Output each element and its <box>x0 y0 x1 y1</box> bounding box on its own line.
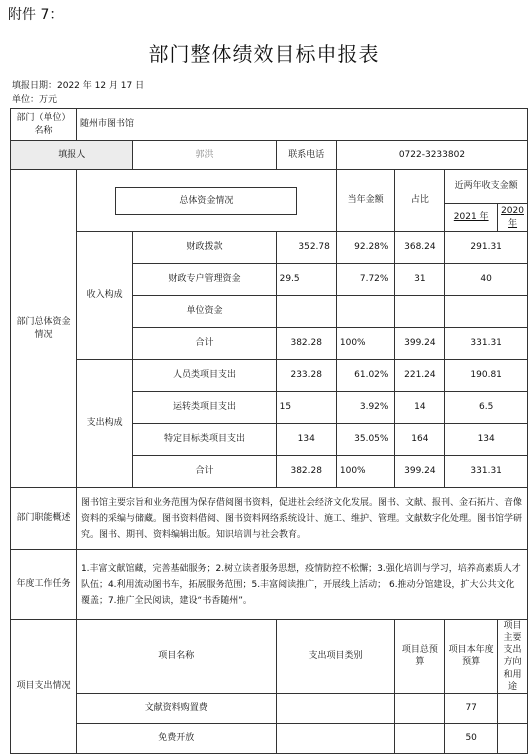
performance-table <box>10 108 528 754</box>
overall-funds-label: 总体资金情况 <box>115 187 297 215</box>
expense-total-amount: 382.28 <box>276 456 336 488</box>
phone-label: 联系电话 <box>276 141 336 170</box>
expense-row-amount: 134 <box>276 424 336 456</box>
col-project-type: 支出项目类别 <box>276 620 395 694</box>
project-row-year: 50 <box>445 723 498 753</box>
filler-value: 郭洪 <box>133 141 276 170</box>
overall-funds-cell <box>76 170 336 232</box>
expense-row-name: 特定目标类项目支出 <box>133 424 276 456</box>
expense-row-amount: 233.28 <box>276 360 336 392</box>
expense-row-2021: 221.24 <box>395 360 445 392</box>
duties-text: 图书馆主要宗旨和业务范围为保存借阅图书资料，促进社会经济文化发展。图书、文献、报刊、金石拓片、音像资料的采编与储藏。图书资料借阅、图书资料网络系统设计、施工、维护、管理。文献数字化处理。图书馆学研究。图书、期刊、资料编辑出版。知识培训与社会教育。 <box>76 488 527 550</box>
expense-row-2020: 190.81 <box>445 360 528 392</box>
duties-label: 部门职能概述 <box>11 488 77 550</box>
expense-total-2020: 331.31 <box>445 456 528 488</box>
dept-name-value: 随州市图书馆 <box>76 109 527 141</box>
unit-label: 单位：万元 <box>12 95 58 105</box>
expense-row-amount: 15 <box>276 392 336 424</box>
expense-row-ratio: 61.02% <box>336 360 395 392</box>
col-project-name: 项目名称 <box>76 620 276 694</box>
project-row-total <box>395 693 445 723</box>
col-project-direction: 项目主要支出方向和用途 <box>498 620 528 694</box>
col-2021: 2021 年 <box>445 204 498 232</box>
income-total-name: 合计 <box>133 328 276 360</box>
project-row-type <box>276 693 395 723</box>
expense-row-2021: 164 <box>395 424 445 456</box>
expense-row-ratio: 3.92% <box>336 392 395 424</box>
income-row-2021: 31 <box>395 264 445 296</box>
project-row-total <box>395 723 445 753</box>
project-row-name: 免费开放 <box>76 723 276 753</box>
expense-row-2021: 14 <box>395 392 445 424</box>
income-row-ratio <box>336 296 395 328</box>
col-project-year: 项目本年度预算 <box>445 620 498 694</box>
phone-value: 0722-3233802 <box>336 141 527 170</box>
income-label: 收入构成 <box>76 232 132 360</box>
expense-row-2020: 6.5 <box>445 392 528 424</box>
income-total-amount: 382.28 <box>276 328 336 360</box>
expense-total-ratio: 100% <box>336 456 395 488</box>
income-row-2021: 368.24 <box>395 232 445 264</box>
income-row-2020: 40 <box>445 264 528 296</box>
income-row-amount: 29.5 <box>276 264 336 296</box>
income-row-amount <box>276 296 336 328</box>
income-row-2020 <box>445 296 528 328</box>
income-row-amount: 352.78 <box>276 232 336 264</box>
col-recent: 近两年收支金额 <box>445 170 528 204</box>
expense-total-name: 合计 <box>133 456 276 488</box>
annual-tasks-text: 1.丰富文献馆藏，完善基础服务；2.树立读者服务思想，疫情防控不松懈；3.强化培训与学习，培养高素质人才队伍；4.利用流动图书车，拓展服务范围；5.丰富阅读推广，开展线上活动； 6.推动分馆建设，扩大公共文化覆盖；7.推广全民阅读，建设“书香随州”。 <box>76 550 527 620</box>
income-row-ratio: 7.72% <box>336 264 395 296</box>
filler-label: 填报人 <box>11 141 133 170</box>
income-row-2021 <box>395 296 445 328</box>
expense-total-2021: 399.24 <box>395 456 445 488</box>
income-total-2021: 399.24 <box>395 328 445 360</box>
annual-tasks-label: 年度工作任务 <box>11 550 77 620</box>
income-row-2020: 291.31 <box>445 232 528 264</box>
project-row-name: 文献资料购置费 <box>76 693 276 723</box>
income-row-name: 单位资金 <box>133 296 276 328</box>
funds-section-label: 部门总体资金情况 <box>11 170 77 488</box>
income-total-ratio: 100% <box>336 328 395 360</box>
income-row-name: 财政拨款 <box>133 232 276 264</box>
projects-label: 项目支出情况 <box>11 620 77 754</box>
income-row-name: 财政专户管理资金 <box>133 264 276 296</box>
expense-row-name: 人员类项目支出 <box>133 360 276 392</box>
attachment-label: 附件 7： <box>8 7 64 23</box>
project-row-direction <box>498 723 528 753</box>
expense-row-ratio: 35.05% <box>336 424 395 456</box>
col-ratio: 占比 <box>395 170 445 232</box>
income-row-ratio: 92.28% <box>336 232 395 264</box>
project-row-year: 77 <box>445 693 498 723</box>
fill-date: 填报日期：2022 年 12 月 17 日 <box>12 81 145 91</box>
expense-row-name: 运转类项目支出 <box>133 392 276 424</box>
col-2020: 2020 年 <box>498 204 528 232</box>
expense-label: 支出构成 <box>76 360 132 488</box>
dept-name-label: 部门（单位）名称 <box>11 109 77 141</box>
col-project-total: 项目总预算 <box>395 620 445 694</box>
income-total-2020: 331.31 <box>445 328 528 360</box>
project-row-direction <box>498 693 528 723</box>
col-current: 当年金额 <box>336 170 395 232</box>
expense-row-2020: 134 <box>445 424 528 456</box>
page-title: 部门整体绩效目标申报表 <box>148 42 380 66</box>
project-row-type <box>276 723 395 753</box>
